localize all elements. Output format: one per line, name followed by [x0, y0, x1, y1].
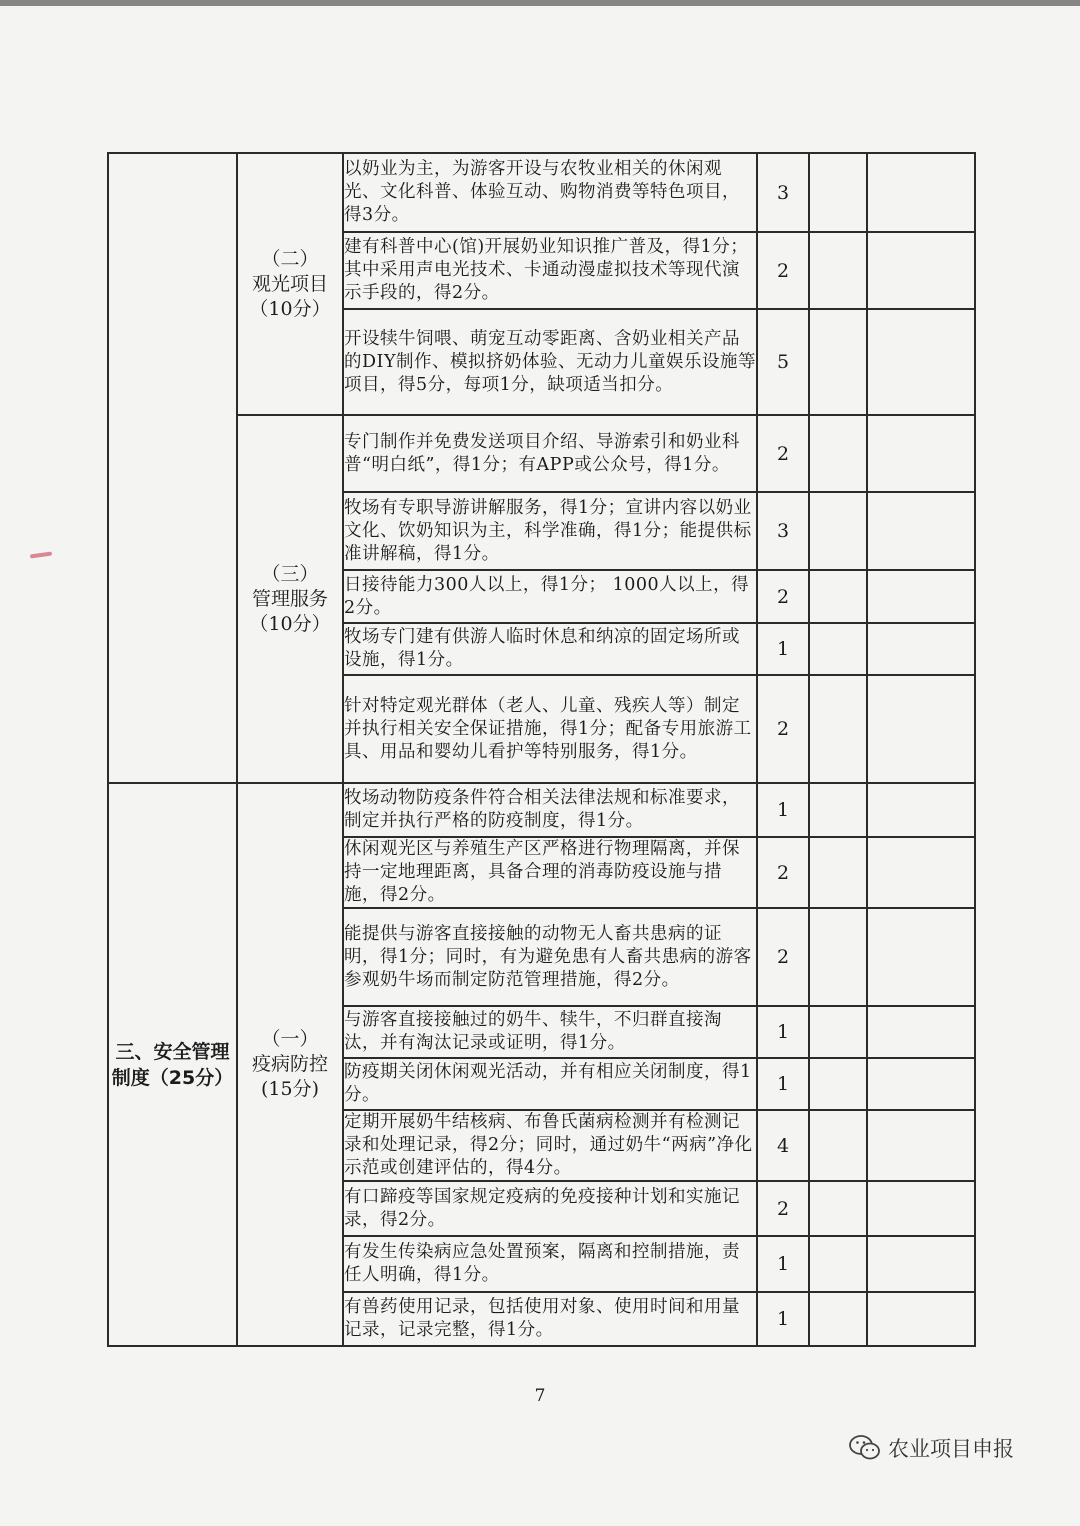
criterion-cell: 防疫期关闭休闲观光活动，并有相应关闭制度，得1分。 [343, 1058, 757, 1110]
blank-cell [809, 415, 867, 492]
criterion-cell: 有发生传染病应急处置预案，隔离和控制措施，责任人明确，得1分。 [343, 1236, 757, 1292]
blank-cell [809, 1058, 867, 1110]
watermark-text: 农业项目申报 [888, 1437, 1014, 1461]
score-cell: 2 [757, 232, 809, 309]
subcategory-points: (15分) [260, 1078, 319, 1100]
blank-cell [867, 492, 975, 570]
score-cell: 4 [757, 1110, 809, 1181]
criterion-cell: 有兽药使用记录，包括使用对象、使用时间和用量记录，记录完整，得1分。 [343, 1292, 757, 1346]
subcategory-name: 管理服务 [251, 587, 328, 610]
criterion-cell: 以奶业为主，为游客开设与农牧业相关的休闲观光、文化科普、体验互动、购物消费等特色项目，得3分。 [343, 153, 757, 232]
score-cell: 2 [757, 837, 809, 908]
scoring-table [107, 152, 976, 1347]
blank-cell [809, 1006, 867, 1058]
blank-cell [867, 309, 975, 415]
subcategory-points: （10分） [249, 612, 331, 635]
blank-cell [867, 783, 975, 837]
score-cell: 5 [757, 309, 809, 415]
page-number: 7 [534, 1386, 546, 1406]
subcategory-name: 疫病防控 [251, 1053, 328, 1075]
criterion-cell: 专门制作并免费发送项目介绍、导游索引和奶业科普“明白纸”，得1分；有APP或公众号，得1分。 [343, 415, 757, 492]
blank-cell [867, 1181, 975, 1236]
score-cell: 1 [757, 1058, 809, 1110]
blank-cell [867, 1110, 975, 1181]
criterion-cell: 建有科普中心(馆)开展奶业知识推广普及，得1分；其中采用声电光技术、卡通动漫虚拟技术等现代演示手段的，得2分。 [343, 232, 757, 309]
criterion-cell: 与游客直接接触过的奶牛、犊牛，不归群直接淘汰，并有淘汰记录或证明，得1分。 [343, 1006, 757, 1058]
wechat-icon [848, 1433, 882, 1463]
criterion-cell: 能提供与游客直接接触的动物无人畜共患病的证明，得1分；同时，有为避免患有人畜共患病的游客参观奶牛场而制定防范管理措施，得2分。 [343, 908, 757, 1006]
subcategory-number: （三） [261, 562, 319, 585]
criterion-cell: 休闲观光区与养殖生产区严格进行物理隔离，并保持一定地理距离，具备合理的消毒防疫设施与措施，得2分。 [343, 837, 757, 908]
watermark [848, 1428, 1014, 1468]
blank-cell [867, 232, 975, 309]
blank-cell [809, 570, 867, 623]
blank-cell [867, 1292, 975, 1346]
score-cell: 2 [757, 908, 809, 1006]
blank-cell [809, 153, 867, 232]
criterion-cell: 牧场动物防疫条件符合相关法律法规和标准要求，制定并执行严格的防疫制度，得1分。 [343, 783, 757, 837]
subcategory-points: （10分） [249, 297, 331, 320]
blank-cell [867, 623, 975, 675]
subcategory-yibing [237, 783, 343, 1346]
score-cell: 2 [757, 1181, 809, 1236]
blank-cell [867, 837, 975, 908]
criterion-cell: 日接待能力300人以上，得1分； 1000人以上，得2分。 [343, 570, 757, 623]
blank-cell [809, 1292, 867, 1346]
criterion-cell: 针对特定观光群体（老人、儿童、残疾人等）制定并执行相关安全保证措施，得1分；配备专用旅游工具、用品和婴幼儿看护等特别服务，得1分。 [343, 675, 757, 783]
category-anquan: 三、安全管理制度（25分） [108, 783, 237, 1346]
criterion-cell: 有口蹄疫等国家规定疫病的免疫接种计划和实施记录，得2分。 [343, 1181, 757, 1236]
score-cell: 2 [757, 570, 809, 623]
blank-cell [867, 1236, 975, 1292]
blank-cell [809, 675, 867, 783]
blank-cell [867, 415, 975, 492]
blank-cell [809, 309, 867, 415]
score-cell: 2 [757, 415, 809, 492]
blank-cell [809, 623, 867, 675]
score-cell: 1 [757, 1236, 809, 1292]
blank-cell [809, 783, 867, 837]
subcategory-guanli [237, 415, 343, 783]
blank-cell [809, 1110, 867, 1181]
score-cell: 1 [757, 1006, 809, 1058]
subcategory-guanguang [237, 153, 343, 415]
subcategory-name: 观光项目 [251, 272, 328, 295]
score-cell: 3 [757, 153, 809, 232]
table-row [108, 153, 975, 232]
subcategory-number: （一） [261, 1028, 319, 1050]
blank-cell [867, 675, 975, 783]
category-cell-continued [108, 153, 237, 783]
criterion-cell: 开设犊牛饲喂、萌宠互动零距离、含奶业相关产品的DIY制作、模拟挤奶体验、无动力儿童娱乐设施等项目，得5分，每项1分，缺项适当扣分。 [343, 309, 757, 415]
table-row [108, 783, 975, 837]
blank-cell [867, 908, 975, 1006]
score-cell: 2 [757, 675, 809, 783]
score-cell: 1 [757, 783, 809, 837]
subcategory-number: （二） [261, 247, 319, 270]
blank-cell [867, 153, 975, 232]
criterion-cell: 定期开展奶牛结核病、布鲁氏菌病检测并有检测记录和处理记录，得2分；同时，通过奶牛“两病”净化示范或创建评估的，得4分。 [343, 1110, 757, 1181]
red-pen-mark [30, 551, 52, 558]
blank-cell [809, 232, 867, 309]
score-cell: 1 [757, 1292, 809, 1346]
blank-cell [867, 1006, 975, 1058]
scan-edge [0, 0, 1080, 6]
blank-cell [867, 570, 975, 623]
score-cell: 3 [757, 492, 809, 570]
blank-cell [809, 837, 867, 908]
score-cell: 1 [757, 623, 809, 675]
blank-cell [809, 1236, 867, 1292]
table-row [108, 415, 975, 492]
blank-cell [809, 1181, 867, 1236]
blank-cell [809, 492, 867, 570]
blank-cell [867, 1058, 975, 1110]
criterion-cell: 牧场专门建有供游人临时休息和纳凉的固定场所或设施，得1分。 [343, 623, 757, 675]
criterion-cell: 牧场有专职导游讲解服务，得1分；宣讲内容以奶业文化、饮奶知识为主，科学准确，得1分；能提供标准讲解稿，得1分。 [343, 492, 757, 570]
blank-cell [809, 908, 867, 1006]
